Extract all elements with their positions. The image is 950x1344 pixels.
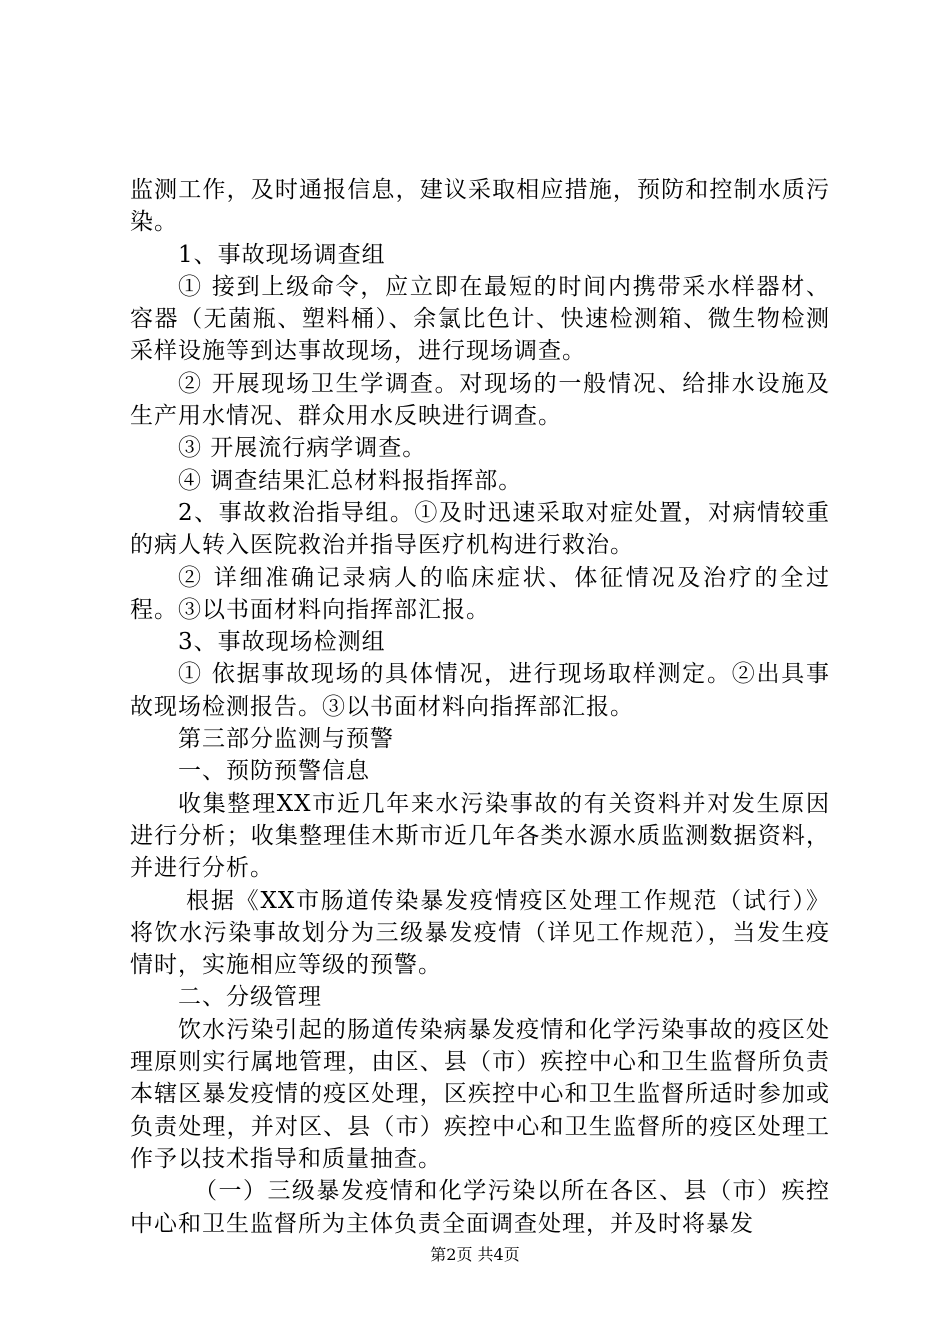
paragraph-item: ③ 开展流行病学调查。 [178,435,427,462]
paragraph-item: ② 详细准确记录病人的临床症状、体征情况及治疗的全过程。③以书面材料向指挥部汇报。 [130,564,830,623]
document-body [130,174,830,1240]
paragraph-body: （一）三级暴发疫情和化学污染以所在各区、县（市）疾控中心和卫生监督所为主体负责全面调查处理，并及时将暴发 [130,1178,830,1237]
paragraph-body: 根据《XX市肠道传染暴发疫情疫区处理工作规范（试行）》将饮水污染事故划分为三级暴发疫情（详见工作规范），当发生疫情时，实施相应等级的预警。 [130,887,830,979]
subsection-heading-warning-info: 一、预防预警信息 [178,758,370,785]
heading-treatment-group: 2、事故救治指导组。①及时迅速采取对症处置，对病情较重的病人转入医院救治并指导医疗机构进行救治。 [130,499,830,559]
heading-investigation-group: 1、事故现场调查组 [178,241,386,268]
page-number-footer: 第2页 共4页 [430,1245,520,1264]
paragraph-item: ① 依据事故现场的具体情况，进行现场取样测定。②出具事故现场检测报告。③以书面材料向指挥部汇报。 [130,661,830,720]
paragraph-continuation: 监测工作，及时通报信息，建议采取相应措施，预防和控制水质污染。 [130,177,830,236]
paragraph-body: 收集整理XX市近几年来水污染事故的有关资料并对发生原因进行分析；收集整理佳木斯市近几年各类水源水质监测数据资料，并进行分析。 [130,790,830,882]
paragraph-item: ④ 调查结果汇总材料报指挥部。 [178,467,523,494]
heading-detection-group: 3、事故现场检测组 [178,629,386,656]
section-heading-part-three: 第三部分监测与预警 [178,726,394,753]
subsection-heading-graded-management: 二、分级管理 [178,984,322,1011]
paragraph-body: 饮水污染引起的肠道传染病暴发疫情和化学污染事故的疫区处理原则实行属地管理，由区、县（市）疾控中心和卫生监督所负责本辖区暴发疫情的疫区处理，区疾控中心和卫生监督所适时参加或负责处理，并对区、县（市）疾控中心和卫生监督所的疫区处理工作予以技术指导和质量抽查。 [130,1016,830,1172]
paragraph-item: ① 接到上级命令，应立即在最短的时间内携带采水样器材、容器（无菌瓶、塑料桶）、余氯比色计、快速检测箱、微生物检测采样设施等到达事故现场，进行现场调查。 [130,273,830,365]
paragraph-item: ② 开展现场卫生学调查。对现场的一般情况、给排水设施及生产用水情况、群众用水反映进行调查。 [130,370,830,430]
